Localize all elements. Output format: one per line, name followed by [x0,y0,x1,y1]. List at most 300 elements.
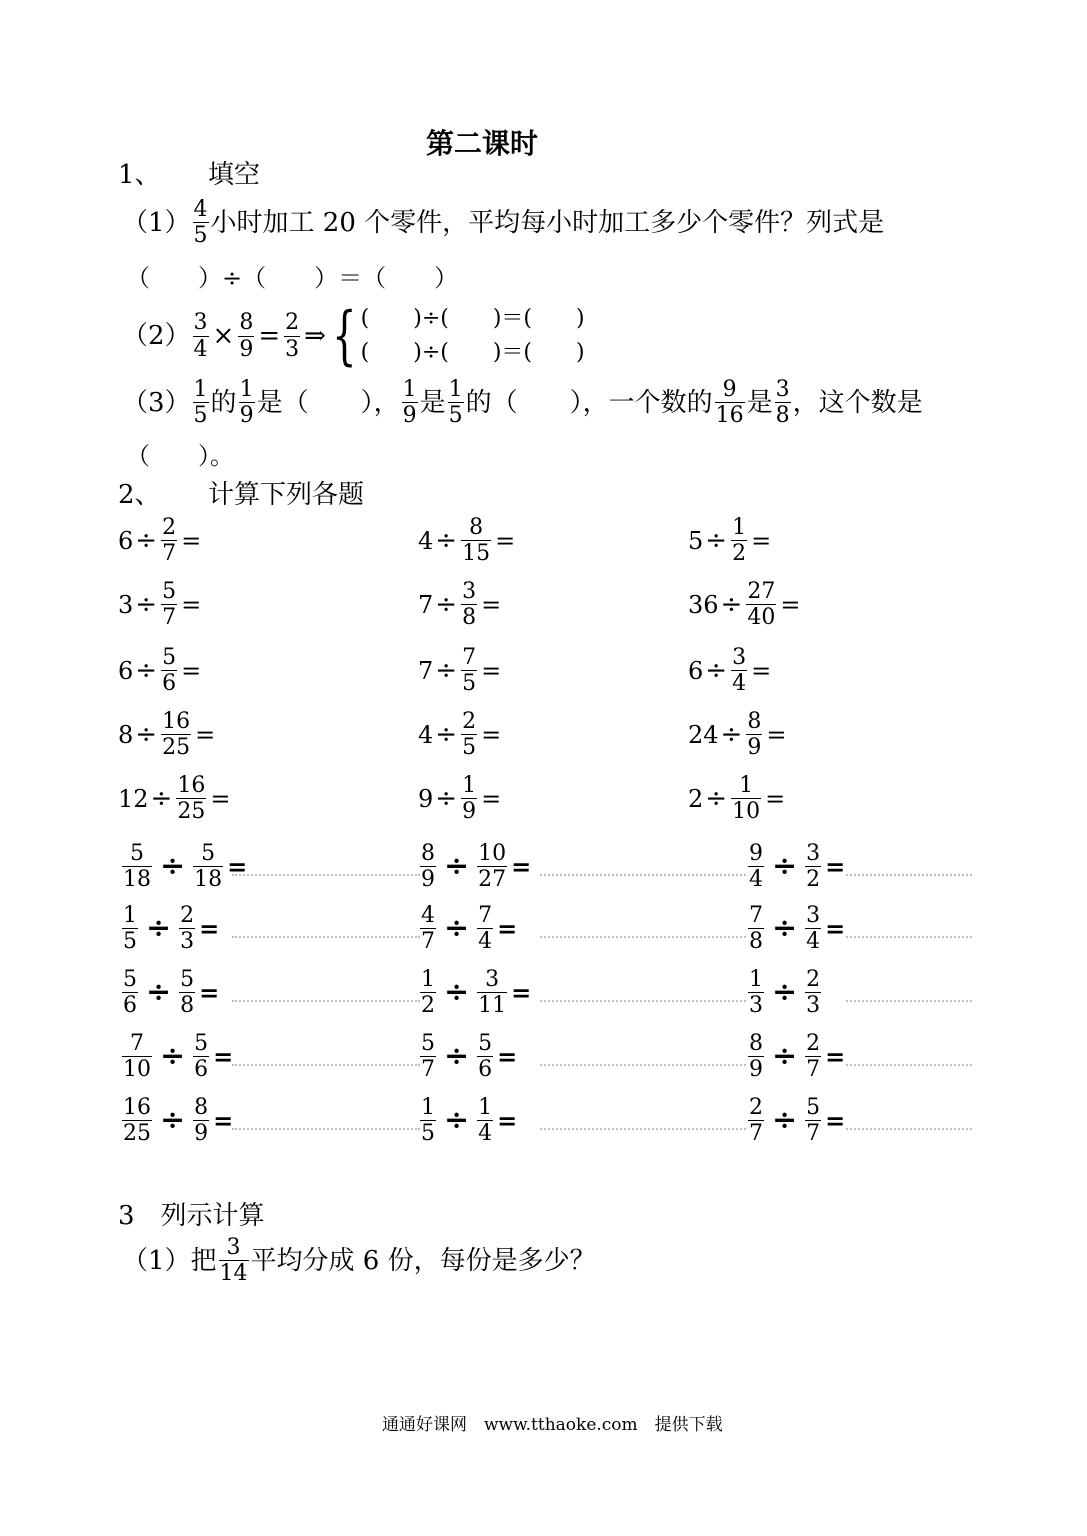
fraction [477,904,493,953]
numerator: 2 [180,903,195,928]
fraction [193,378,209,427]
answer-dotted-line [540,874,746,876]
numerator: 1 [739,773,754,798]
fraction [461,710,477,759]
division-problem [118,646,201,695]
divide-sign: ÷ [435,525,458,556]
fraction [193,311,209,360]
divide-sign: ÷ [720,719,743,750]
fraction-division-problem [418,1096,517,1145]
equals-sign: = [495,526,516,555]
numerator: 1 [478,1095,493,1120]
denominator: 7 [806,1057,821,1083]
fraction-division-problem [418,968,531,1017]
denominator: 3 [180,929,195,955]
fraction [731,516,747,565]
fraction [746,580,776,629]
fraction [193,842,223,891]
division-problem [688,710,786,759]
fraction [161,580,177,629]
fraction-division-problem [120,1096,233,1145]
fraction [179,968,195,1017]
denominator: 9 [239,403,254,429]
division-problem [418,646,501,695]
q1-answer-line: （ ）÷（ ）＝（ ） [126,264,459,292]
fraction [122,1032,152,1081]
numerator: 2 [806,1031,821,1056]
numerator: 3 [806,903,821,928]
fraction [477,968,507,1017]
denominator: 9 [749,1057,763,1083]
division-problem [118,774,230,823]
denominator: 9 [402,403,417,429]
numerator: 1 [421,967,435,992]
implies-arrow: ⇒ [304,321,326,351]
question-1-2 [122,299,585,373]
denominator: 4 [749,867,763,893]
whole-number: 12 [118,784,149,813]
whole-number: 5 [688,526,704,555]
whole-number: 6 [118,656,134,685]
equals-sign: = [481,784,502,813]
division-problem [118,580,201,629]
equals-sign: = [765,784,786,813]
q1-label: （1） [122,207,191,238]
numerator: 1 [239,377,254,402]
fraction-division-problem [120,1032,233,1081]
fraction [238,311,254,360]
equals-sign: = [497,1106,518,1136]
fraction [284,311,300,360]
division-problem [418,774,501,823]
whole-number: 6 [688,656,704,685]
fraction [161,516,177,565]
division-problem [418,516,515,565]
fraction [461,646,477,695]
section-2-heading: 计算下列各题 [208,480,365,510]
q3-text: 是（ ）， [256,387,400,418]
fraction [715,378,745,427]
denominator: 40 [747,605,776,631]
section-1-heading: 填空 [208,160,261,190]
denominator: 6 [123,993,137,1019]
numerator: 16 [123,1095,151,1120]
equals-sign: = [825,914,846,944]
denominator: 8 [180,993,195,1019]
denominator: 5 [123,929,137,955]
divide-sign: ÷ [160,1039,186,1075]
equals-sign: = [481,720,502,749]
system-row-1: ( )÷( )＝( ) [360,306,585,331]
divide-sign: ÷ [146,975,172,1011]
section-2-number: 2、 [118,480,161,510]
denominator: 18 [194,867,223,893]
numerator: 5 [806,1095,821,1120]
numerator: 1 [193,377,208,402]
fraction [805,1032,821,1081]
numerator: 8 [469,515,484,540]
answer-dotted-line [846,936,972,938]
fraction [420,1032,436,1081]
whole-number: 3 [118,590,134,619]
divide-sign: ÷ [705,525,728,556]
q3-text: 的（ ），一个数的 [465,387,713,418]
fraction [731,774,761,823]
denominator: 14 [219,1261,248,1287]
denominator: 8 [462,605,477,631]
fraction-division-problem [418,842,531,891]
denominator: 10 [732,799,761,825]
numerator: 5 [478,1031,493,1056]
fraction-division-problem [120,842,247,891]
equals-sign: = [181,656,202,685]
divide-sign: ÷ [160,1103,186,1139]
fraction-division-problem [746,1032,845,1081]
fraction [161,710,191,759]
denominator: 5 [193,223,208,249]
q3-label: （3） [122,387,191,418]
division-problem [688,646,771,695]
denominator: 4 [478,929,493,955]
answer-dotted-line [540,936,746,938]
numerator: 1 [402,377,417,402]
whole-number: 8 [118,720,134,749]
denominator: 7 [162,605,177,631]
fraction [219,1236,249,1285]
equals-sign: = [780,590,801,619]
answer-dotted-line [232,1000,420,1002]
numerator: 2 [162,515,177,540]
fraction-division-problem [746,904,845,953]
numerator: 1 [123,903,137,928]
answer-dotted-line [846,1128,972,1130]
denominator: 4 [806,929,821,955]
numerator: 4 [421,903,435,928]
footer-text: 通通好课网 www.tthaoke.com 提供下载 [382,1415,723,1435]
question-3-1 [122,1236,596,1285]
denominator: 18 [123,867,151,893]
denominator: 3 [285,336,300,362]
numerator: 3 [462,579,477,604]
divide-sign: ÷ [135,655,158,686]
divide-sign: ÷ [444,911,470,947]
numerator: 5 [123,967,137,992]
fraction [731,646,747,695]
fraction [122,904,138,953]
answer-dotted-line [846,874,972,876]
fraction [477,842,507,891]
numerator: 1 [421,1095,435,1120]
equals-sign: = [481,656,502,685]
divide-sign: ÷ [772,849,798,885]
numerator: 1 [462,773,477,798]
equals-sign: = [199,978,220,1008]
division-problem [418,710,501,759]
denominator: 15 [462,541,491,567]
fraction [775,378,791,427]
fraction [805,904,821,953]
numerator: 8 [421,841,435,866]
numerator: 8 [749,1031,763,1056]
fraction-division-problem [120,904,219,953]
equals-sign: = [511,978,532,1008]
equals-sign: = [195,720,216,749]
denominator: 10 [123,1057,151,1083]
numerator: 2 [749,1095,763,1120]
denominator: 9 [239,336,254,362]
denominator: 6 [478,1057,493,1083]
equals-sign: = [199,914,220,944]
divide-sign: ÷ [435,719,458,750]
equals-sign: = [825,1042,846,1072]
denominator: 6 [194,1057,209,1083]
q1-text: 小时加工 20 个零件，平均每小时加工多少个零件？列式是 [210,207,885,238]
equals-sign: = [825,1106,846,1136]
division-problem [418,580,501,629]
division-problem [688,774,785,823]
fraction [122,842,152,891]
fraction [805,842,821,891]
q3-text: ，这个数是 [792,387,923,418]
fraction [420,904,436,953]
fraction [193,198,209,247]
divide-sign: ÷ [444,975,470,1011]
denominator: 7 [749,1121,763,1147]
denominator: 5 [462,671,477,697]
denominator: 9 [747,735,762,761]
numerator: 16 [177,773,206,798]
denominator: 7 [421,1057,435,1083]
answer-dotted-line [232,1128,420,1130]
whole-number: 7 [418,590,434,619]
fraction-division-problem [746,968,825,1017]
denominator: 8 [775,403,790,429]
numerator: 5 [162,579,177,604]
equation-system [361,302,585,370]
section-3-heading: 3 列示计算 [118,1201,265,1231]
division-problem [688,516,771,565]
fraction [193,1096,209,1145]
numerator: 3 [806,841,821,866]
division-problem [118,710,215,759]
answer-dotted-line [540,1128,746,1130]
divide-sign: ÷ [444,1039,470,1075]
whole-number: 4 [418,526,434,555]
fraction [179,904,195,953]
fraction [176,774,206,823]
equals-sign: = [227,852,248,882]
divide-sign: ÷ [435,589,458,620]
fraction [461,580,477,629]
divide-sign: ÷ [772,1103,798,1139]
whole-number: 24 [688,720,719,749]
numerator: 5 [162,645,177,670]
divide-sign: ÷ [146,911,172,947]
denominator: 27 [478,867,507,893]
q3-text: 是 [419,387,446,418]
denominator: 5 [421,1121,435,1147]
fraction [461,516,491,565]
divide-sign: ÷ [160,849,186,885]
fraction [420,968,436,1017]
q3-answer-line: （ ）。 [126,442,234,470]
q3-1-text: 平均分成 6 份，每份是多少？ [250,1245,596,1276]
numerator: 5 [180,967,195,992]
numerator: 5 [130,841,144,866]
equals-sign: = [481,590,502,619]
equals-sign: = [181,590,202,619]
page-title: 第二课时 [426,127,539,160]
numerator: 27 [747,579,776,604]
equals-sign: = [497,914,518,944]
numerator: 8 [194,1095,209,1120]
q3-1-label: （1）把 [122,1245,217,1276]
equals-sign: = [213,1042,234,1072]
divide-sign: ÷ [705,783,728,814]
numerator: 5 [421,1031,435,1056]
question-1-3 [122,378,923,427]
whole-number: 7 [418,656,434,685]
numerator: 3 [732,645,747,670]
fraction [748,904,764,953]
denominator: 25 [162,735,191,761]
denominator: 7 [162,541,177,567]
divide-sign: ÷ [772,1039,798,1075]
numerator: 1 [448,377,463,402]
numerator: 8 [239,310,254,336]
denominator: 16 [715,403,744,429]
denominator: 7 [806,1121,821,1147]
q3-text: 是 [746,387,773,418]
numerator: 3 [485,967,500,992]
fraction [193,1032,209,1081]
denominator: 7 [421,929,435,955]
denominator: 5 [193,403,208,429]
fraction [402,378,418,427]
answer-dotted-line [232,936,420,938]
fraction-division-problem [418,904,517,953]
denominator: 2 [806,867,821,893]
numerator: 3 [775,377,790,402]
denominator: 6 [162,671,177,697]
equals-sign: = [511,852,532,882]
section-1-number: 1、 [118,160,161,190]
equals-sign: = [825,852,846,882]
fraction [477,1096,493,1145]
equals-sign: = [213,1106,234,1136]
fraction-division-problem [120,968,219,1017]
denominator: 4 [478,1121,493,1147]
times-sign: × [212,321,235,351]
whole-number: 36 [688,590,719,619]
fraction [420,1096,436,1145]
equals-sign: = [210,784,231,813]
answer-dotted-line [540,1000,746,1002]
fraction [748,968,764,1017]
numerator: 3 [226,1235,241,1260]
equals-sign: = [751,656,772,685]
numerator: 2 [285,310,300,336]
whole-number: 9 [418,784,434,813]
denominator: 9 [421,867,435,893]
denominator: 11 [478,993,507,1019]
numerator: 9 [749,841,763,866]
denominator: 5 [462,735,477,761]
denominator: 9 [194,1121,209,1147]
q2-label: （2） [122,321,191,351]
divide-sign: ÷ [772,975,798,1011]
fraction [746,710,762,759]
denominator: 25 [123,1121,151,1147]
answer-dotted-line [540,1064,746,1066]
divide-sign: ÷ [444,849,470,885]
numerator: 4 [193,197,208,222]
system-row-2: ( )÷( )＝( ) [360,340,585,365]
answer-dotted-line [846,1000,972,1002]
numerator: 7 [749,903,763,928]
divide-sign: ÷ [772,911,798,947]
numerator: 1 [749,967,763,992]
fraction [239,378,255,427]
divide-sign: ÷ [135,525,158,556]
numerator: 2 [806,967,821,992]
whole-number: 4 [418,720,434,749]
denominator: 2 [732,541,747,567]
denominator: 4 [193,336,208,362]
denominator: 4 [732,671,747,697]
equals-sign: = [497,1042,518,1072]
whole-number: 6 [118,526,134,555]
answer-dotted-line [232,1064,420,1066]
fraction [805,968,821,1017]
fraction [748,1096,764,1145]
fraction [420,842,436,891]
numerator: 8 [747,709,762,734]
fraction [748,1032,764,1081]
equals-sign: = [181,526,202,555]
fraction-division-problem [746,842,845,891]
numerator: 7 [130,1031,144,1056]
fraction [161,646,177,695]
division-problem [688,580,800,629]
fraction [748,842,764,891]
fraction [122,1096,152,1145]
divide-sign: ÷ [444,1103,470,1139]
denominator: 9 [462,799,477,825]
fraction [805,1096,821,1145]
denominator: 3 [806,993,821,1019]
fraction [477,1032,493,1081]
divide-sign: ÷ [435,655,458,686]
divide-sign: ÷ [705,655,728,686]
numerator: 10 [478,841,507,866]
numerator: 3 [193,310,208,336]
fraction-division-problem [418,1032,517,1081]
fraction [448,378,464,427]
divide-sign: ÷ [720,589,743,620]
answer-dotted-line [846,1064,972,1066]
fraction [461,774,477,823]
answer-dotted-line [232,874,420,876]
divide-sign: ÷ [150,783,173,814]
question-1-1 [122,198,884,247]
division-problem [118,516,201,565]
numerator: 9 [722,377,737,402]
divide-sign: ÷ [135,589,158,620]
equals-sign: = [258,321,281,351]
denominator: 25 [177,799,206,825]
equals-sign: = [766,720,787,749]
